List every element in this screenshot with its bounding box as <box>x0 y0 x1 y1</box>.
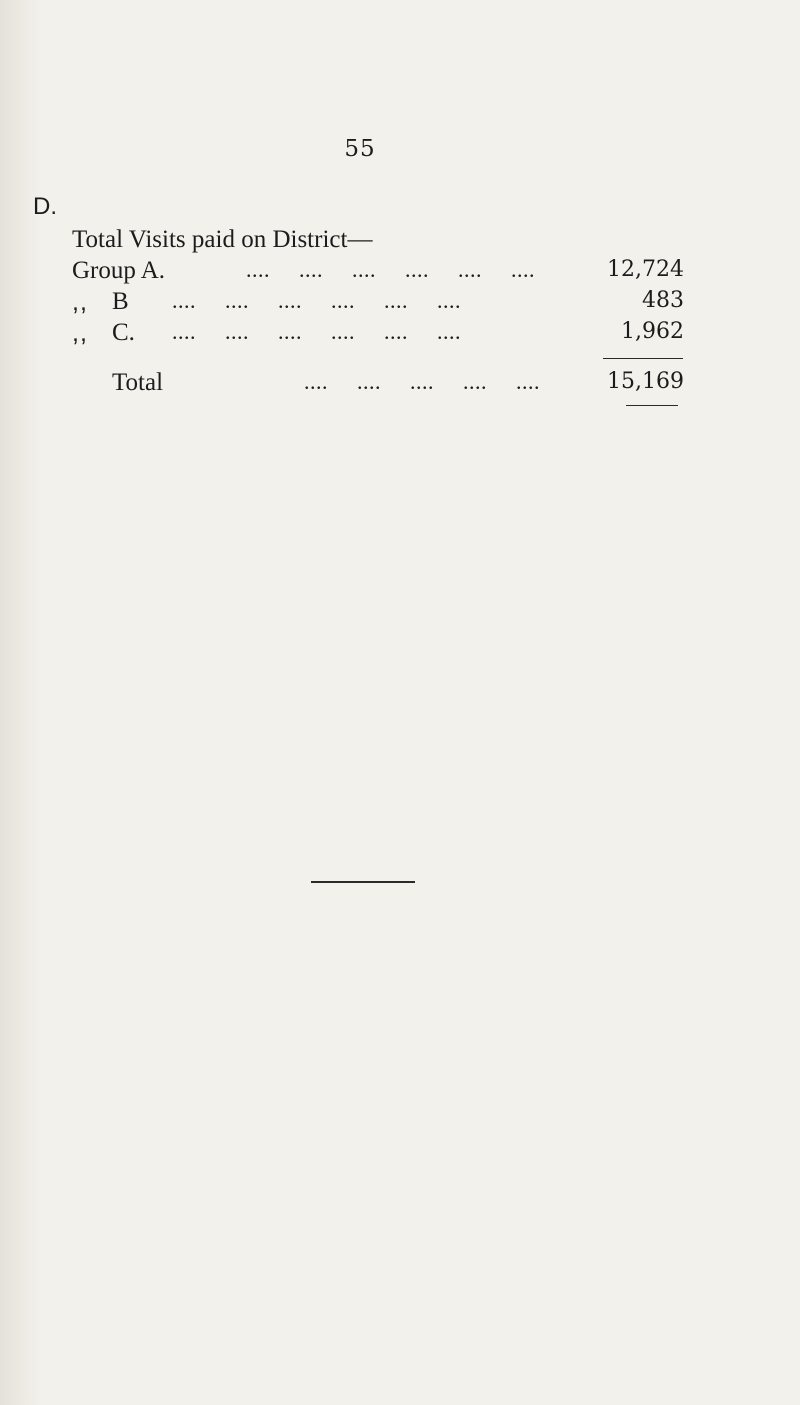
section-divider <box>311 881 415 883</box>
ditto-mark: ,, <box>72 288 88 316</box>
row-label: Group A. <box>72 257 166 284</box>
total-value: 15,169 <box>607 369 684 394</box>
ditto-mark: ,, <box>72 319 88 347</box>
total-row <box>72 369 684 399</box>
table-heading: Total Visits paid on District— <box>72 226 373 253</box>
dot-leaders: .... .... .... .... .... .... <box>172 288 461 313</box>
row-value: 483 <box>642 288 684 313</box>
dot-leaders: .... .... .... .... .... .... <box>246 257 535 282</box>
section-letter: D. <box>33 193 57 220</box>
table-row <box>72 288 684 318</box>
closing-rule <box>626 405 678 406</box>
table-row <box>72 257 684 287</box>
row-value: 12,724 <box>607 257 684 282</box>
sum-rule <box>603 358 683 359</box>
total-label: Total <box>112 369 164 396</box>
table-row <box>72 319 684 349</box>
row-value: 1,962 <box>621 319 684 344</box>
dot-leaders: .... .... .... .... .... .... <box>172 319 461 344</box>
page-number: 55 <box>344 136 376 162</box>
dot-leaders: .... .... .... .... .... <box>304 369 540 394</box>
row-sublabel: C. <box>112 319 135 346</box>
row-sublabel: B <box>112 288 129 315</box>
